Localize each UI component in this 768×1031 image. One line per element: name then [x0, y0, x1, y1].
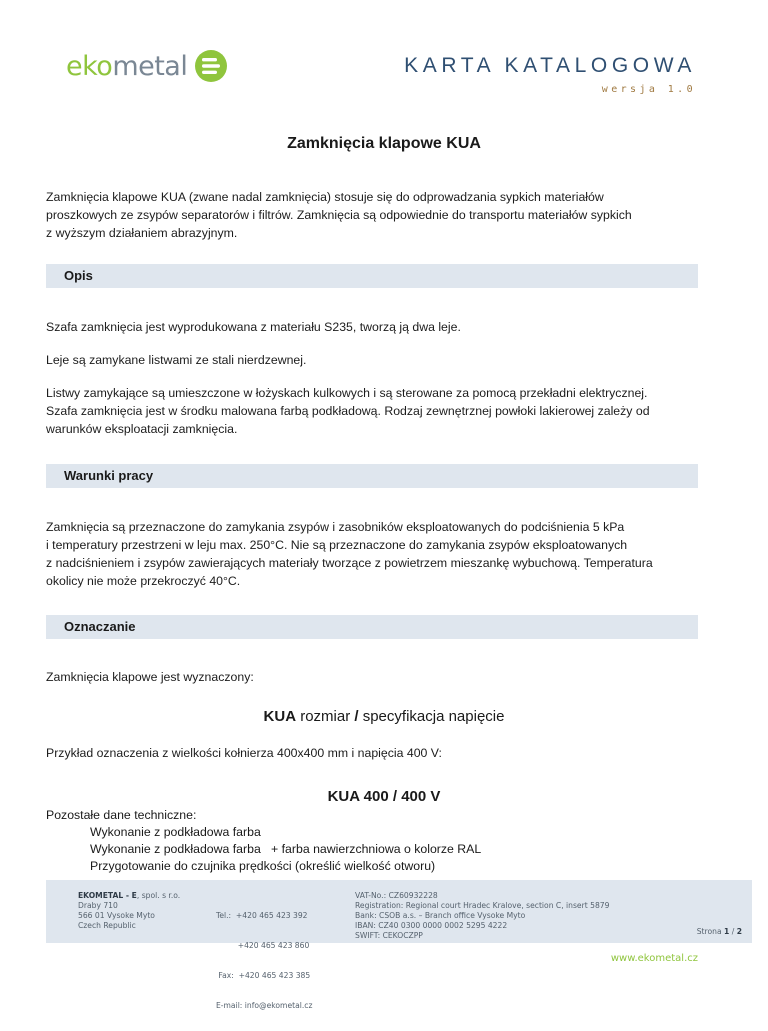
footer-vat: VAT-No.: CZ60932228: [355, 891, 438, 900]
footer-iban: IBAN: CZ40 0300 0000 0002 5295 4222: [355, 921, 508, 930]
footer-bank: Bank: CSOB a.s. – Branch office Vysoke Myto: [355, 911, 526, 920]
example-intro: Przykład oznaczenia z wielkości kołnierza 400x400 mm i napięcia 400 V:: [46, 746, 442, 760]
footer-company-name: [78, 891, 180, 901]
warunki-line: i temperatury przestrzeni w leju max. 250°C. Nie są przeznaczone do zamykania zsypów eksploatowanych: [46, 538, 628, 552]
footer-swift: SWIFT: CEKOCZPP: [355, 931, 423, 940]
footer-email-link[interactable]: E-mail: info@ekometal.cz: [216, 1001, 313, 1010]
list-heading: Pozostałe dane techniczne:: [46, 808, 197, 822]
logo-wordmark: [66, 51, 187, 82]
logo-e-icon: [195, 50, 227, 82]
footer-registration: [355, 891, 609, 941]
list-item: Wykonanie z podkładowa farba + farba nawierzchniowa o kolorze RAL: [90, 842, 482, 856]
warunki-line: Zamknięcia są przeznaczone do zamykania zsypów i zasobników eksploatowanych do podciśnienia 5 kPa: [46, 520, 625, 534]
page-total: 2: [736, 927, 742, 936]
section-title: Oznaczanie: [64, 619, 136, 634]
designation-slash: /: [354, 708, 359, 725]
website-link[interactable]: www.ekometal.cz: [610, 953, 698, 964]
warunki-line: z nadciśnieniem i zsypów zawierających materiały tworzące z powietrzem mieszankę wybuchową. Temperatura: [46, 556, 653, 570]
example-designation: KUA 400 / 400 V: [327, 788, 441, 805]
section-header-opis: [46, 264, 698, 288]
page-current: 1: [724, 927, 730, 936]
footer-address: 566 01 Vysoke Myto: [78, 911, 155, 920]
opis-line: Szafa zamknięcia jest w środku malowana farbą podkładową. Rodzaj zewnętrznej powłoki lakierowej zależy od: [46, 404, 650, 418]
footer-address: Czech Republic: [78, 921, 136, 930]
footer-address: Draby 710: [78, 901, 118, 910]
designation-part: specyfikacja napięcie: [358, 708, 505, 725]
opis-paragraph-3: [46, 384, 698, 438]
company-logo: [66, 44, 227, 88]
footer-reg: Registration: Regional court Hradec Kralove, section C, insert 5879: [355, 901, 610, 910]
footer-company-rest: , spol. s r.o.: [136, 891, 181, 900]
footer-fax: Fax: +420 465 423 385: [216, 971, 311, 980]
section-title: Warunki pracy: [64, 468, 154, 483]
footer-contact: [216, 891, 312, 1031]
footer-tel: Tel.: +420 465 423 392: [216, 911, 308, 920]
intro-line: proszkowych ze zsypów separatorów i filtrów. Zamknięcia są odpowiednie do transportu materiałów sypkich: [46, 208, 632, 222]
opis-paragraph-2: Leje są zamykane listwami ze stali nierdzewnej.: [46, 353, 307, 367]
logo-metal: metal: [112, 50, 188, 82]
list-item: Wykonanie z podkładowa farba: [90, 825, 261, 839]
technical-data-list: [46, 807, 481, 875]
page-separator: /: [729, 927, 737, 936]
logo-eko: eko: [66, 50, 113, 82]
footer-company: [78, 891, 180, 931]
opis-line: warunków eksploatacji zamknięcia.: [46, 422, 238, 436]
page-title: Zamknięcia klapowe KUA: [287, 135, 481, 152]
intro-line: Zamknięcia klapowe KUA (zwane nadal zamknięcia) stosuje się do odprowadzania sypkich materiałów: [46, 190, 604, 204]
designation-part: rozmiar: [296, 708, 355, 725]
opis-paragraph-1: Szafa zamknięcia jest wyprodukowana z materiału S235, tworzą ją dwa leje.: [46, 320, 461, 334]
page-label: Strona: [696, 927, 725, 936]
footer-tel: +420 465 423 860: [216, 941, 310, 950]
designation-pattern: [0, 708, 768, 725]
intro-paragraph: [46, 188, 698, 242]
intro-line: z wyższym działaniem abrazyjnym.: [46, 226, 238, 240]
oznaczanie-intro: Zamknięcia klapowe jest wyznaczony:: [46, 670, 254, 684]
list-item: Przygotowanie do czujnika prędkości (określić wielkość otworu): [90, 859, 436, 873]
designation-code: KUA: [263, 708, 297, 725]
section-header-warunki: [46, 464, 698, 488]
opis-line: Listwy zamykające są umieszczone w łożyskach kulkowych i są sterowane za pomocą przekładni elektrycznej.: [46, 386, 648, 400]
document-type-title: KARTA KATALOGOWA: [404, 54, 696, 77]
page-number: [697, 927, 742, 937]
document-version: wersja 1.0: [601, 84, 696, 95]
section-title: Opis: [64, 268, 93, 283]
footer-company-bold: EKOMETAL - E: [78, 891, 137, 900]
section-header-oznaczanie: [46, 615, 698, 639]
warunki-line: okolicy nie może przekroczyć 40°C.: [46, 574, 241, 588]
warunki-paragraph: [46, 518, 698, 590]
